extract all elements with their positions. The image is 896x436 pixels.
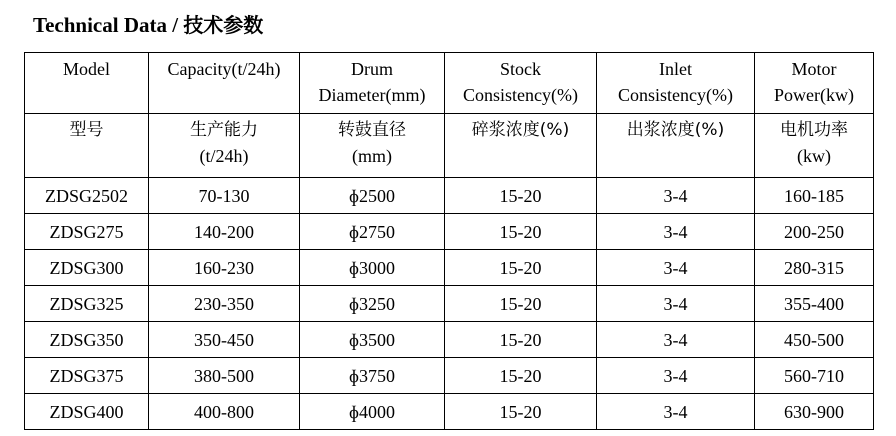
header-stock-consistency — [445, 53, 597, 114]
cell-inlet-consistency: 3-4 — [597, 250, 755, 286]
header-line: Consistency(%) — [618, 85, 733, 105]
cell-inlet-consistency: 3-4 — [597, 178, 755, 214]
header-drum-diameter-cn — [300, 114, 445, 178]
header-line: Motor — [791, 59, 837, 79]
header-capacity — [149, 53, 300, 114]
cell-motor-power: 450-500 — [755, 322, 874, 358]
cell-drum-diameter: ɸ2750 — [300, 214, 445, 250]
header-model — [25, 53, 149, 114]
page-title — [33, 10, 263, 40]
cell-motor-power: 280-315 — [755, 250, 874, 286]
table-row — [25, 250, 874, 286]
cell-model: ZDSG2502 — [25, 178, 149, 214]
header-stock-consistency-cn — [445, 114, 597, 178]
table-row — [25, 394, 874, 430]
header-line: 生产能力 — [190, 120, 258, 140]
header-line: Model — [63, 59, 110, 79]
cell-stock-consistency: 15-20 — [445, 286, 597, 322]
cell-motor-power: 560-710 — [755, 358, 874, 394]
header-line: Drum — [351, 59, 393, 79]
cell-motor-power: 160-185 — [755, 178, 874, 214]
title-english: Technical Data / — [33, 13, 179, 37]
technical-data-table — [24, 52, 874, 430]
cell-model: ZDSG325 — [25, 286, 149, 322]
header-line: Capacity(t/24h) — [167, 59, 281, 79]
cell-model: ZDSG375 — [25, 358, 149, 394]
header-line: (kw) — [797, 146, 831, 166]
cell-model: ZDSG300 — [25, 250, 149, 286]
header-inlet-consistency — [597, 53, 755, 114]
cell-inlet-consistency: 3-4 — [597, 214, 755, 250]
cell-motor-power: 355-400 — [755, 286, 874, 322]
cell-model: ZDSG400 — [25, 394, 149, 430]
header-drum-diameter — [300, 53, 445, 114]
header-model-cn — [25, 114, 149, 178]
cell-stock-consistency: 15-20 — [445, 214, 597, 250]
header-line: Stock — [499, 59, 541, 79]
header-line: 型号 — [69, 120, 104, 140]
header-line: Power(kw) — [774, 85, 854, 105]
cell-drum-diameter: ɸ3250 — [300, 286, 445, 322]
cell-drum-diameter: ɸ3750 — [300, 358, 445, 394]
header-line: Inlet — [659, 59, 692, 79]
cell-model: ZDSG275 — [25, 214, 149, 250]
header-line: 碎浆浓度(%) — [471, 120, 570, 140]
header-line: Consistency(%) — [463, 85, 578, 105]
cell-stock-consistency: 15-20 — [445, 394, 597, 430]
cell-capacity: 140-200 — [149, 214, 300, 250]
header-line: 转鼓直径 — [338, 120, 406, 140]
cell-drum-diameter: ɸ3000 — [300, 250, 445, 286]
cell-capacity: 350-450 — [149, 322, 300, 358]
header-motor-power-cn — [755, 114, 874, 178]
header-row-english — [25, 53, 874, 114]
cell-model: ZDSG350 — [25, 322, 149, 358]
table-row — [25, 286, 874, 322]
table-row — [25, 214, 874, 250]
cell-drum-diameter: ɸ3500 — [300, 322, 445, 358]
cell-inlet-consistency: 3-4 — [597, 394, 755, 430]
cell-capacity: 400-800 — [149, 394, 300, 430]
cell-drum-diameter: ɸ2500 — [300, 178, 445, 214]
cell-motor-power: 200-250 — [755, 214, 874, 250]
header-line: 出浆浓度(%) — [626, 120, 725, 140]
cell-capacity: 380-500 — [149, 358, 300, 394]
header-line: 电机功率 — [780, 120, 848, 140]
cell-drum-diameter: ɸ4000 — [300, 394, 445, 430]
cell-capacity: 70-130 — [149, 178, 300, 214]
cell-inlet-consistency: 3-4 — [597, 286, 755, 322]
cell-stock-consistency: 15-20 — [445, 250, 597, 286]
header-line: (t/24h) — [199, 146, 249, 166]
header-line: (mm) — [352, 146, 392, 166]
header-line: Diameter(mm) — [318, 85, 426, 105]
header-row-chinese — [25, 114, 874, 178]
header-capacity-cn — [149, 114, 300, 178]
cell-capacity: 230-350 — [149, 286, 300, 322]
cell-stock-consistency: 15-20 — [445, 322, 597, 358]
table-row — [25, 178, 874, 214]
cell-stock-consistency: 15-20 — [445, 358, 597, 394]
title-chinese: 技术参数 — [183, 13, 264, 37]
cell-inlet-consistency: 3-4 — [597, 358, 755, 394]
cell-motor-power: 630-900 — [755, 394, 874, 430]
table-row — [25, 322, 874, 358]
cell-inlet-consistency: 3-4 — [597, 322, 755, 358]
cell-capacity: 160-230 — [149, 250, 300, 286]
table-row — [25, 358, 874, 394]
header-inlet-consistency-cn — [597, 114, 755, 178]
header-motor-power — [755, 53, 874, 114]
cell-stock-consistency: 15-20 — [445, 178, 597, 214]
